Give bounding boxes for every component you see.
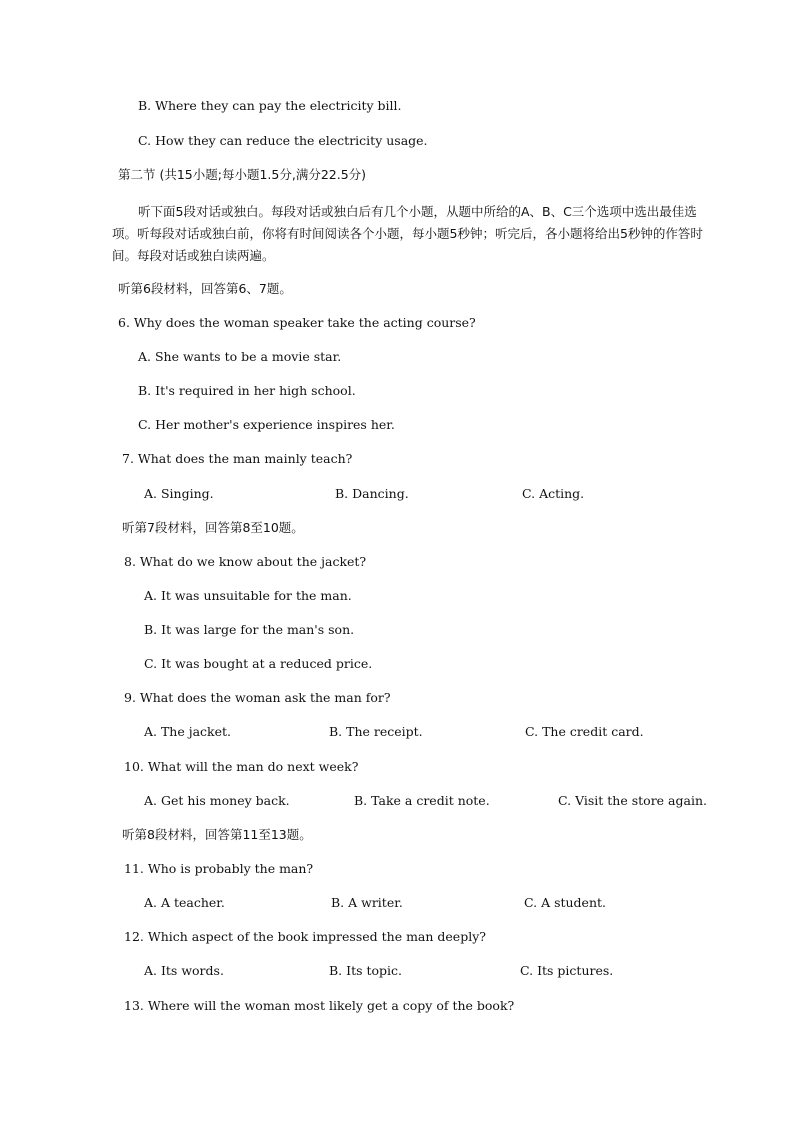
question-7-stem: 7. What does the man mainly teach? (122, 451, 353, 466)
question-12-option-c: C. Its pictures. (520, 963, 614, 978)
material-8-heading: 听第8段材料，回答第11至13题。 (122, 827, 312, 842)
question-8-option-b: B. It was large for the man's son. (144, 622, 355, 637)
question-12-stem: 12. Which aspect of the book impressed the man deeply? (124, 929, 486, 944)
instructions-paragraph: 听下面5段对话或独白。每段对话或独白后有几个小题，从题中所给的A、B、C三个选项中选出最佳选项。听每段对话或独白前，你将有时间阅读各个小题，每小题5秒钟；听完后，各小题将给出5秒钟的作答时间。每段对话或独白读两遍。 (112, 204, 703, 263)
material-6-heading: 听第6段材料，回答第6、7题。 (118, 281, 292, 296)
option-c-prev: C. How they can reduce the electricity usage. (138, 133, 428, 148)
question-11-option-c: C. A student. (524, 895, 607, 910)
question-10-option-a: A. Get his money back. (144, 793, 290, 808)
question-12-option-a: A. Its words. (144, 963, 224, 978)
question-7-option-b: B. Dancing. (335, 486, 409, 501)
section-heading: 第二节 (共15小题;每小题1.5分,满分22.5分) (118, 167, 367, 182)
material-7-heading: 听第7段材料，回答第8至10题。 (122, 520, 304, 535)
question-13-stem: 13. Where will the woman most likely get a copy of the book? (124, 998, 515, 1013)
question-8-option-c: C. It was bought at a reduced price. (144, 656, 373, 671)
question-10-option-c: C. Visit the store again. (558, 793, 707, 808)
question-11-option-b: B. A writer. (331, 895, 403, 910)
question-9-option-b: B. The receipt. (329, 724, 423, 739)
question-6-option-a: A. She wants to be a movie star. (138, 349, 342, 364)
question-9-stem: 9. What does the woman ask the man for? (124, 690, 391, 705)
question-12-option-b: B. Its topic. (329, 963, 403, 978)
question-6-option-b: B. It's required in her high school. (138, 383, 356, 398)
question-9-option-c: C. The credit card. (525, 724, 644, 739)
question-10-stem: 10. What will the man do next week? (124, 759, 359, 774)
question-11-stem: 11. Who is probably the man? (124, 861, 314, 876)
question-8-stem: 8. What do we know about the jacket? (124, 554, 367, 569)
question-6-stem: 6. Why does the woman speaker take the acting course? (118, 315, 476, 330)
question-6-option-c: C. Her mother's experience inspires her. (138, 417, 395, 432)
option-b-prev: B. Where they can pay the electricity bill. (138, 98, 402, 113)
question-11-option-a: A. A teacher. (144, 895, 225, 910)
question-7-option-a: A. Singing. (144, 486, 214, 501)
question-7-option-c: C. Acting. (522, 486, 585, 501)
question-10-option-b: B. Take a credit note. (354, 793, 490, 808)
question-8-option-a: A. It was unsuitable for the man. (144, 588, 352, 603)
question-9-option-a: A. The jacket. (144, 724, 232, 739)
